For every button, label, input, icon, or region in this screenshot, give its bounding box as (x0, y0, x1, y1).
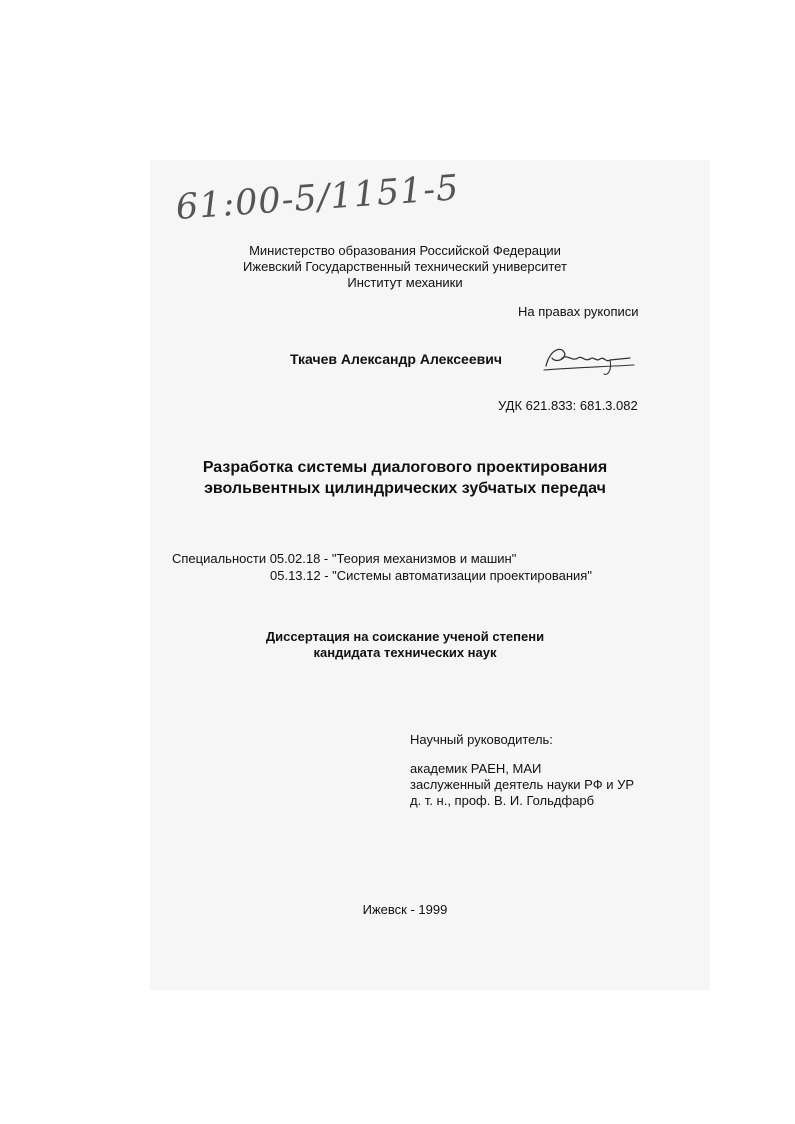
udc-code: УДК 621.833: 681.3.082 (498, 398, 638, 413)
dissertation-title-line-2: эвольвентных цилиндрических зубчатых передач (204, 480, 606, 497)
supervisor-title-line-2: заслуженный деятель науки РФ и УР (410, 777, 635, 792)
archive-number-handwritten: 61:00-5/1151-5 (174, 168, 461, 228)
author-signature (538, 340, 638, 378)
dissertation-title-line-1: Разработка системы диалогового проектирования (202, 459, 608, 476)
ministry-name: Министерство образования Российской Федерации (249, 243, 561, 258)
supervisor-heading: Научный руководитель: (410, 732, 553, 747)
specialty-line-1: Специальности 05.02.18 - "Теория механизмов и машин" (172, 551, 517, 566)
author-name: Ткачев Александр Алексеевич (290, 351, 502, 367)
university-name: Ижевский Государственный технический университет (243, 259, 567, 274)
city-year: Ижевск - 1999 (362, 902, 448, 917)
degree-line-1: Диссертация на соискание ученой степени (265, 629, 545, 644)
manuscript-rights-note: На правах рукописи (518, 304, 639, 319)
supervisor-name: д. т. н., проф. В. И. Гольдфарб (410, 793, 595, 808)
specialty-line-2: 05.13.12 - "Системы автоматизации проектирования" (270, 568, 592, 583)
supervisor-title-line-1: академик РАЕН, МАИ (410, 761, 542, 776)
degree-line-2: кандидата технических наук (313, 645, 497, 660)
institute-name: Институт механики (347, 275, 463, 290)
